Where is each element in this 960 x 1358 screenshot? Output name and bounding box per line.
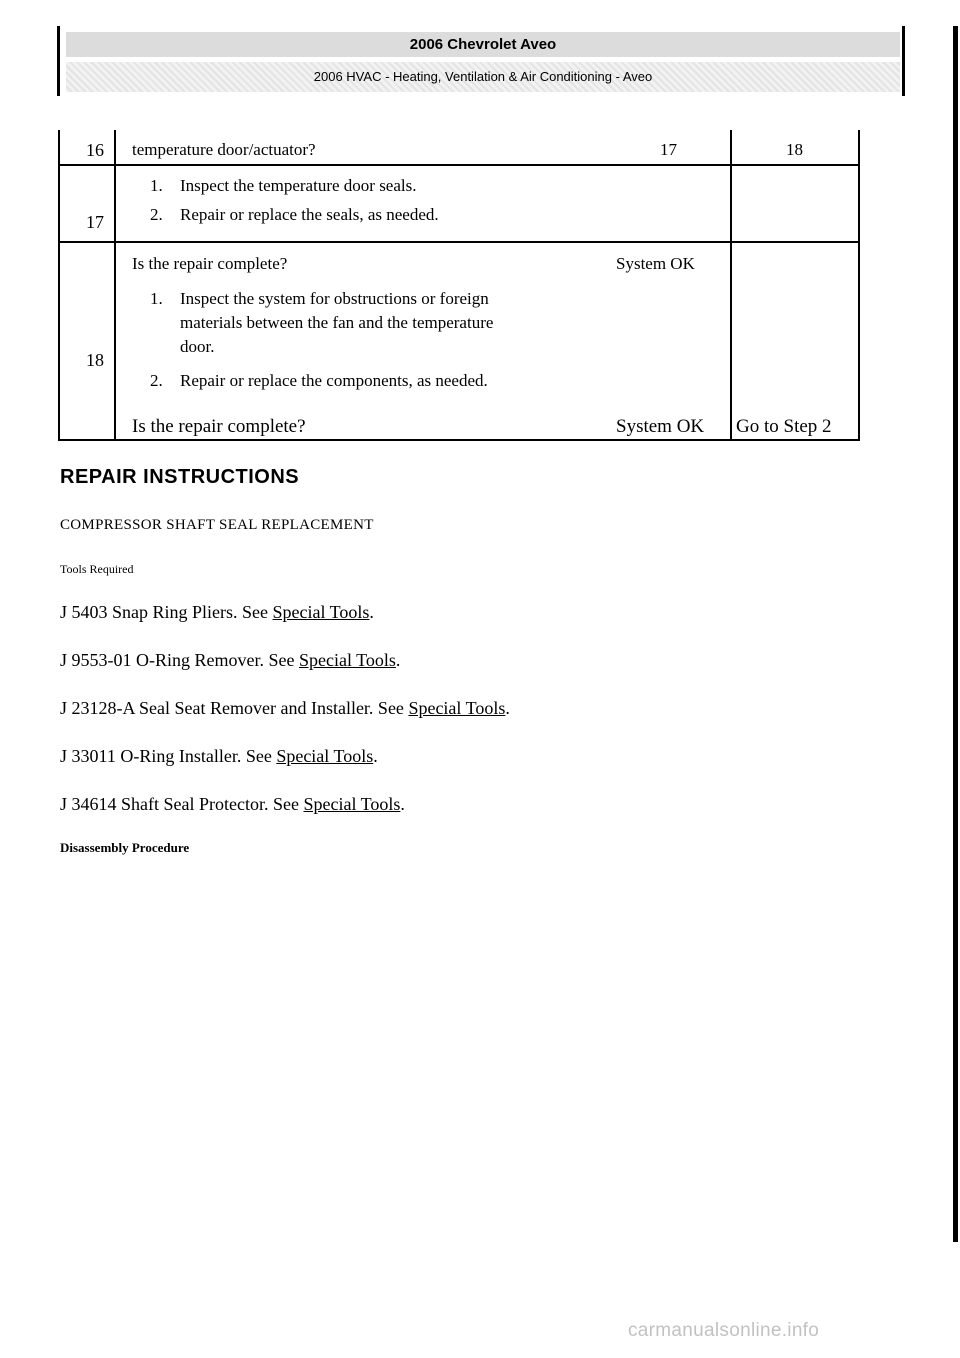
page-edge-border: [953, 26, 958, 1242]
row-divider: [60, 241, 858, 243]
tool-text: J 5403 Snap Ring Pliers. See: [60, 602, 273, 622]
special-tools-link[interactable]: Special Tools: [276, 746, 374, 766]
row-divider: [60, 164, 858, 166]
step-question: Is the repair complete?: [132, 254, 288, 273]
yes-action: System OK: [616, 416, 705, 437]
column-divider-yes: [730, 130, 732, 439]
list-text: Repair or replace the components, as needed.: [180, 371, 488, 390]
list-number: 1.: [150, 176, 163, 195]
no-action: 18: [786, 140, 803, 159]
tool-end: .: [373, 746, 378, 766]
tool-item: [60, 698, 510, 719]
list-text: Inspect the temperature door seals.: [180, 176, 417, 195]
watermark-text[interactable]: carmanualsonline.info: [628, 1320, 820, 1341]
tool-end: .: [395, 650, 401, 670]
yes-action: 17: [660, 140, 677, 159]
procedure-heading: Disassembly Procedure: [60, 840, 190, 855]
tool-text: J 9553-01 O-Ring Remover. See: [60, 650, 299, 670]
tool-text: J 23128-A Seal Seat Remover and Installer. See: [60, 698, 409, 718]
step-question: Is the repair complete?: [132, 416, 306, 437]
header-left-border: [57, 26, 60, 96]
special-tools-link[interactable]: Special Tools: [272, 602, 370, 622]
special-tools-link[interactable]: Special Tools: [303, 794, 401, 814]
tool-end: .: [369, 602, 374, 622]
tool-item: [60, 746, 378, 767]
tool-text: J 34614 Shaft Seal Protector. See: [60, 794, 304, 814]
step-number: 17: [86, 212, 104, 232]
list-text-line: door.: [180, 337, 215, 356]
tool-item: [60, 602, 374, 623]
list-number: 1.: [150, 289, 163, 308]
list-number: 2.: [150, 371, 163, 390]
document-title: 2006 Chevrolet Aveo: [66, 32, 900, 57]
list-text: Repair or replace the seals, as needed.: [180, 205, 439, 224]
subsection-heading: COMPRESSOR SHAFT SEAL REPLACEMENT: [60, 517, 374, 533]
list-text-line: Inspect the system for obstructions or foreign: [180, 289, 489, 308]
diagnostic-table: [58, 130, 860, 441]
special-tools-link[interactable]: Special Tools: [408, 698, 506, 718]
header-right-border: [902, 26, 905, 96]
step-number: 18: [86, 350, 104, 370]
list-number: 2.: [150, 205, 163, 224]
tool-item: [60, 794, 405, 815]
step-number: 16: [86, 140, 104, 160]
special-tools-link[interactable]: Special Tools: [298, 650, 396, 670]
tool-item: [60, 650, 400, 671]
section-heading: REPAIR INSTRUCTIONS: [60, 466, 300, 488]
column-divider-step: [114, 130, 116, 439]
yes-action: System OK: [616, 254, 695, 273]
step-question: temperature door/actuator?: [132, 140, 316, 159]
document-subtitle: 2006 HVAC - Heating, Ventilation & Air Conditioning - Aveo: [66, 62, 900, 92]
tool-end: .: [505, 698, 510, 718]
list-text-line: materials between the fan and the temperature: [180, 313, 494, 332]
tool-text: J 33011 O-Ring Installer. See: [60, 746, 277, 766]
tool-end: .: [400, 794, 405, 814]
tools-heading: Tools Required: [60, 562, 134, 576]
no-action: Go to Step 2: [736, 416, 832, 437]
